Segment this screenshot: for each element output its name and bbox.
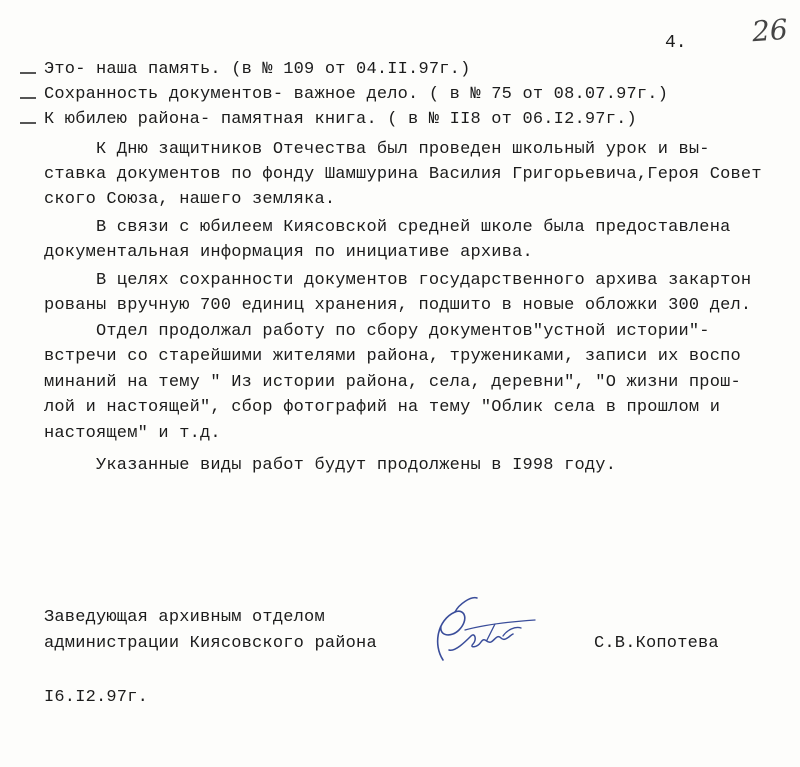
body-line: лой и настоящей", сбор фотографий на тему "Облик села в прошлом и bbox=[44, 398, 721, 417]
body-line: настоящем" и т.д. bbox=[44, 424, 221, 443]
reference-line-2: Сохранность документов- важное дело. ( в № 75 от 08.07.97г.) bbox=[44, 85, 669, 104]
body-line: В связи с юбилеем Киясовской средней школе была предоставлена bbox=[44, 218, 731, 237]
body-line: встречи со старейшими жителями района, тружениками, записи их воспо bbox=[44, 347, 741, 366]
body-line: ставка документов по фонду Шамшурина Василия Григорьевича,Героя Совет bbox=[44, 165, 762, 184]
signatory-position-line-2: администрации Киясовского района bbox=[44, 634, 377, 653]
reference-line-3: К юбилею района- памятная книга. ( в № II8 от 06.I2.97г.) bbox=[44, 110, 637, 129]
handwritten-signature bbox=[425, 590, 555, 675]
body-line: К Дню защитников Отечества был проведен школьный урок и вы- bbox=[44, 140, 710, 159]
document-date: I6.I2.97г. bbox=[44, 688, 149, 707]
body-line: Указанные виды работ будут продолжены в I998 году. bbox=[44, 456, 617, 475]
body-line: рованы вручную 700 единиц хранения, подшито в новые обложки 300 дел. bbox=[44, 296, 752, 315]
signatory-name: С.В.Копотева bbox=[594, 634, 719, 653]
body-line: Отдел продолжал работу по сбору документов"устной истории"- bbox=[44, 322, 710, 341]
page-number: 4. bbox=[665, 33, 687, 53]
body-line: минаний на тему " Из истории района, села, деревни", "О жизни прош- bbox=[44, 373, 741, 392]
margin-dash-mark bbox=[20, 97, 36, 99]
body-line: В целях сохранности документов государственного архива закартон bbox=[44, 271, 752, 290]
signatory-position-line-1: Заведующая архивным отделом bbox=[44, 608, 325, 627]
reference-line-1: Это- наша память. (в № 109 от 04.II.97г.) bbox=[44, 60, 471, 79]
body-line: ского Союза, нашего земляка. bbox=[44, 190, 336, 209]
margin-dash-mark bbox=[20, 122, 36, 124]
margin-dash-mark bbox=[20, 72, 36, 74]
handwritten-sheet-number: 26 bbox=[750, 12, 789, 49]
body-line: документальная информация по инициативе архива. bbox=[44, 243, 533, 262]
